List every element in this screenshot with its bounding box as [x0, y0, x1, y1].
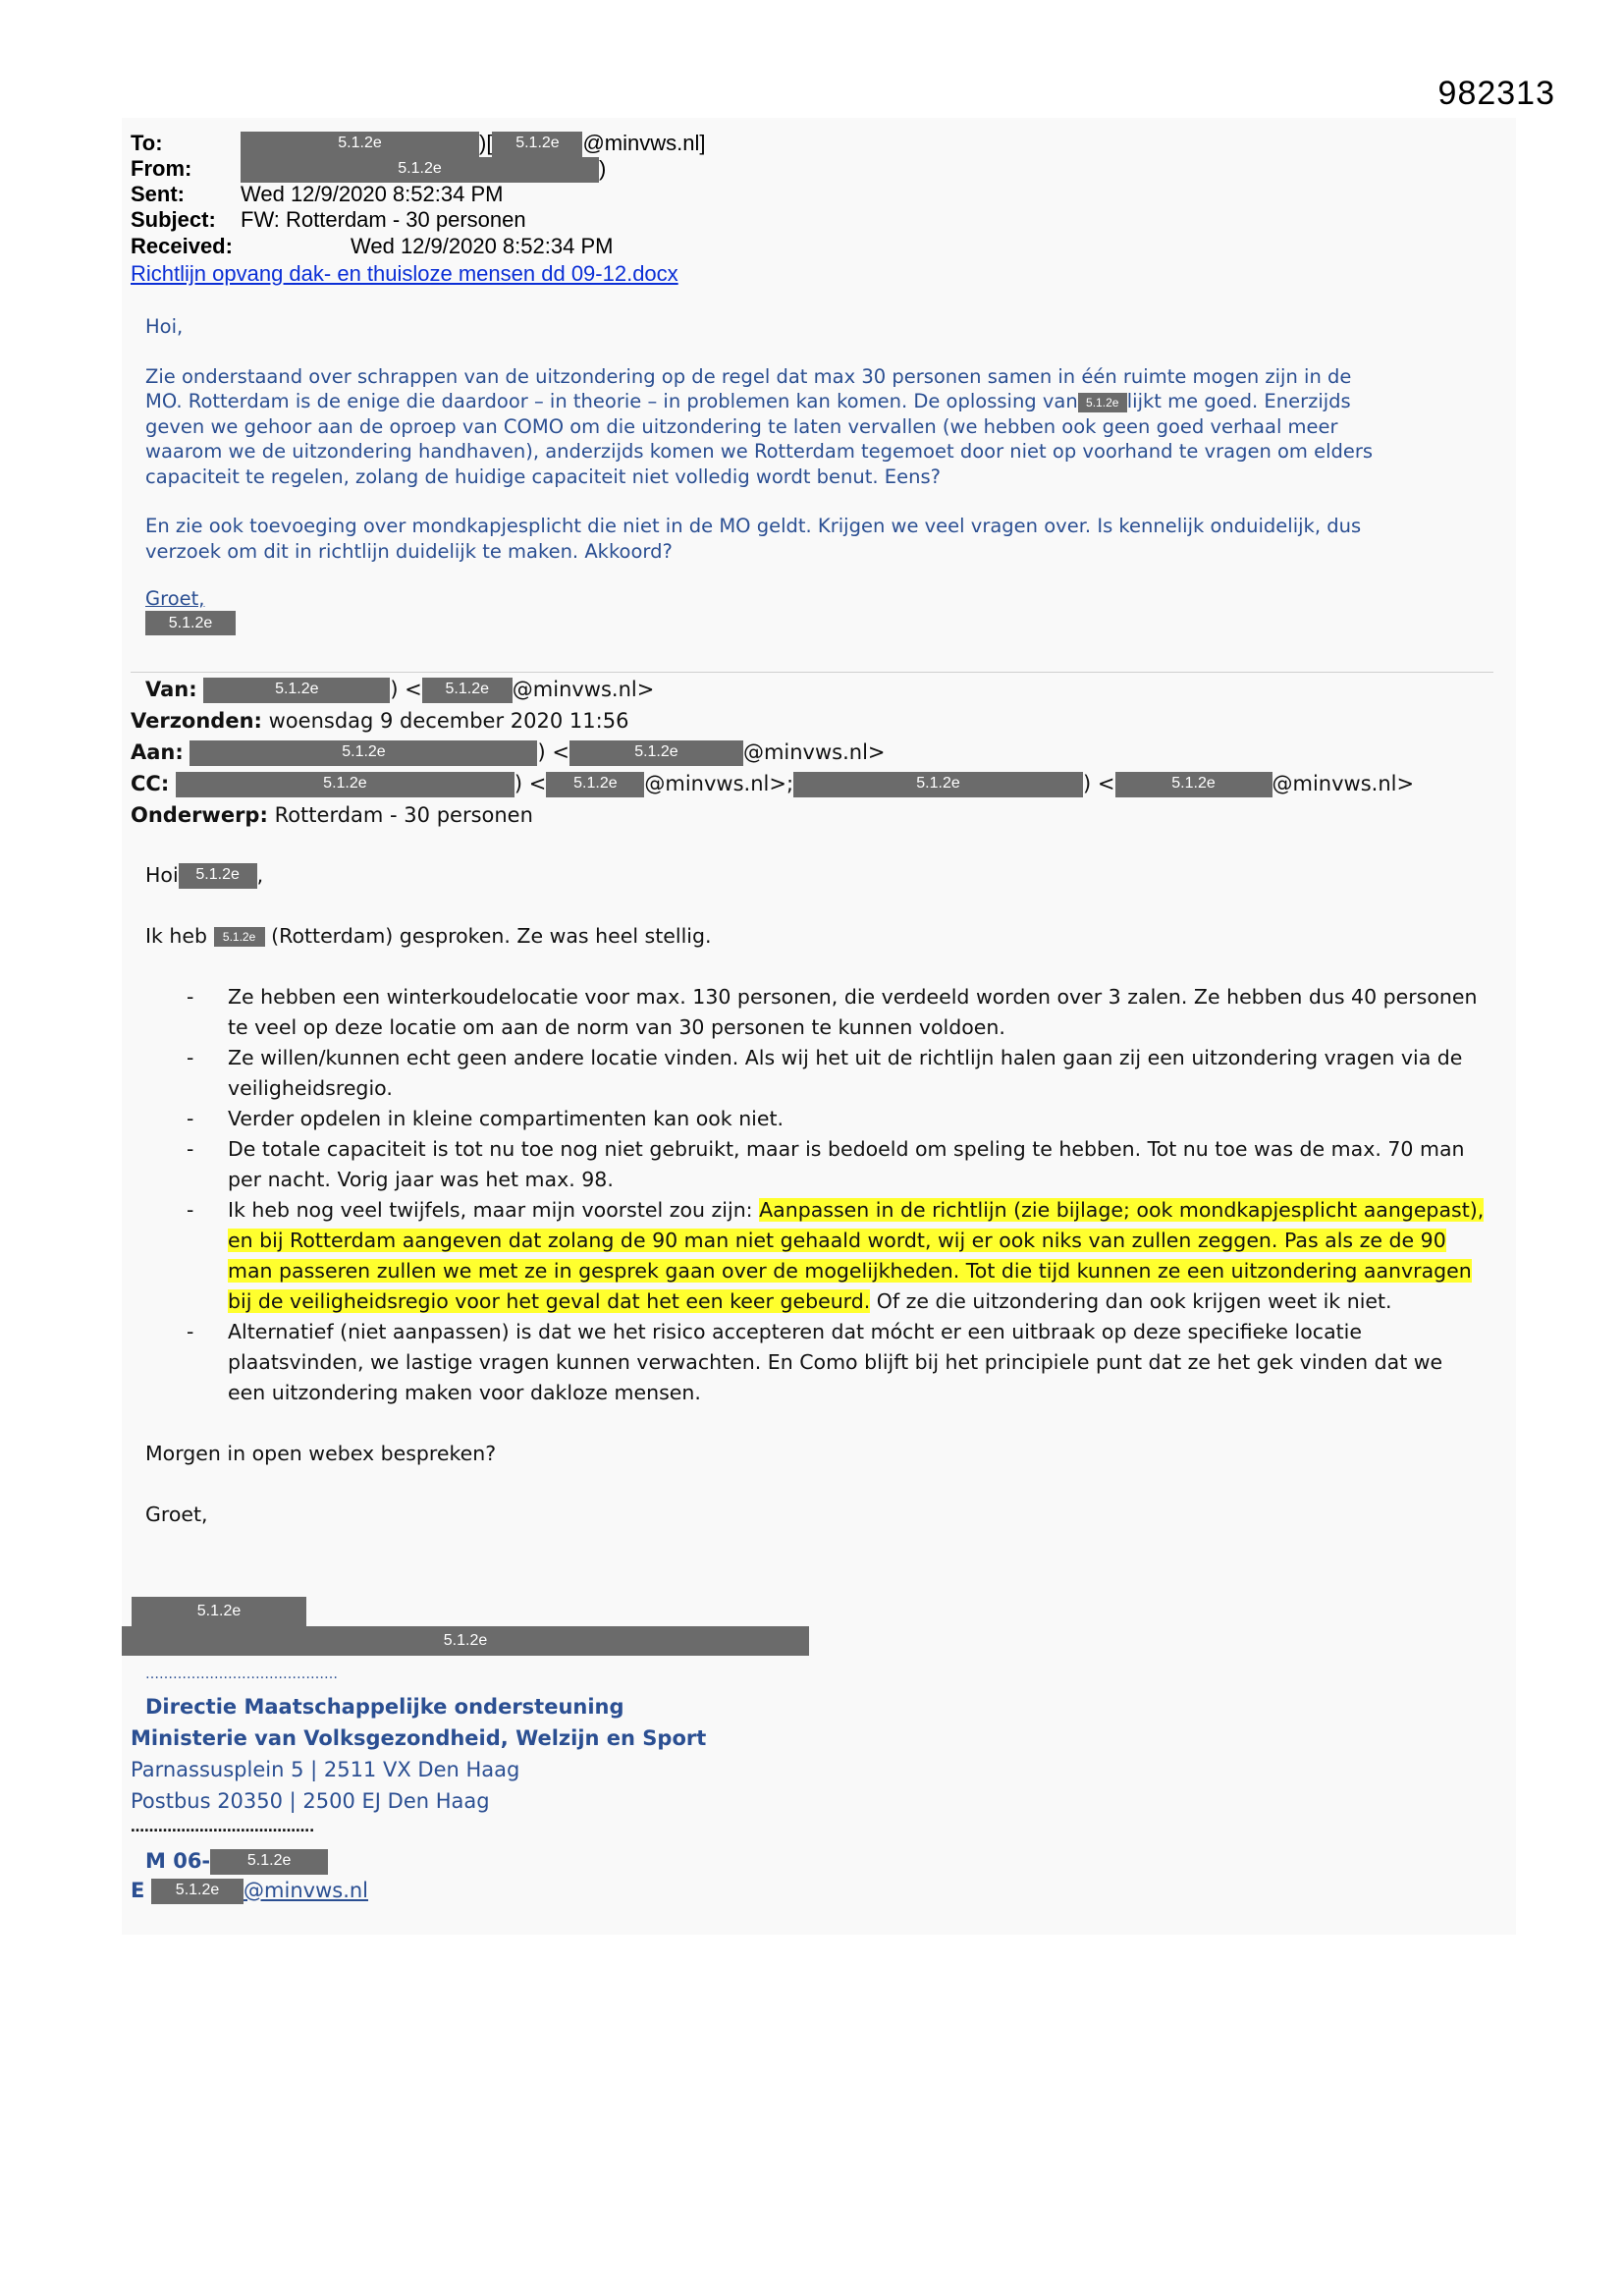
redaction-block: 5.1.2e — [145, 611, 236, 635]
subject-value: FW: Rotterdam - 30 personen — [241, 207, 526, 232]
redaction-block: 5.1.2e — [793, 772, 1083, 797]
redaction-block: 5.1.2e — [1078, 393, 1127, 412]
signature-dots-top: …………………………………… — [145, 1667, 338, 1682]
received-row — [131, 234, 613, 259]
cc-row: CC: 5.1.2e ) < 5.1.2e @minvws.nl>; 5.1.2e ) < 5.1.2e @minvws.nl> — [131, 772, 1415, 795]
email-link[interactable]: @minvws.nl — [244, 1879, 369, 1902]
signature-address-1: Parnassusplein 5 | 2511 VX Den Haag — [131, 1758, 520, 1781]
redaction-block: 5.1.2e — [241, 157, 599, 183]
signature-ministry: Ministerie van Volksgezondheid, Welzijn en Sport — [131, 1726, 707, 1750]
redaction-block: 5.1.2e — [1115, 772, 1272, 797]
list-item: - Ze hebben een winterkoudelocatie voor max. 130 personen, die verdeeld worden over 3 zalen. Ze hebben dus 40 personen te veel op deze locatie om aan de norm van 30 personen te kunnen voldoen. — [228, 982, 1485, 1043]
list-item: - Verder opdelen in kleine compartimenten kan ook niet. — [228, 1104, 1485, 1134]
redaction-block: 5.1.2e — [189, 740, 537, 766]
sent-label: Sent: — [131, 182, 185, 206]
redaction-block: 5.1.2e — [492, 132, 582, 157]
attachment-link[interactable]: Richtlijn opvang dak- en thuisloze mensen dd 09-12.docx — [131, 261, 678, 286]
message-separator — [131, 672, 1493, 673]
signature-mobile: M 06- 5.1.2e — [145, 1845, 328, 1877]
verzonden-row: Verzonden: woensdag 9 december 2020 11:56 — [131, 709, 629, 733]
sent-value: Wed 12/9/2020 8:52:34 PM — [241, 182, 504, 206]
onderwerp-row: Onderwerp: Rotterdam - 30 personen — [131, 803, 533, 827]
redaction-block: 5.1.2e — [422, 678, 513, 703]
list-item: - Alternatief (niet aanpassen) is dat we het risico accepteren dat mócht er een uitbraak op deze specifieke locatie plaatsvinden, we lastige vragen kunnen verwachten. En Como blijft bij het principiele punt dat ze het gek vinden dat we een uitzondering maken voor dakloze mensen. — [228, 1317, 1485, 1408]
document-number: 982313 — [1437, 75, 1555, 112]
signature-address-2: Postbus 20350 | 2500 EJ Den Haag — [131, 1789, 490, 1813]
redaction-block: 5.1.2e — [179, 863, 257, 889]
to-row: To: 5.1.2e )[ 5.1.2e @minvws.nl] — [131, 131, 705, 157]
to-label: To: — [131, 131, 163, 155]
sent-row — [131, 182, 503, 207]
signature-name-redaction: 5.1.2e — [132, 1597, 306, 1626]
message-closing: Groet, — [145, 1503, 208, 1526]
list-item: - Ik heb nog veel twijfels, maar mijn voorstel zou zijn: Aanpassen in de richtlijn (zie bijlage; ook mondkapjesplicht aangepast), en bij Rotterdam aangeven dat zolang de 90 man niet gehaald wordt, wij er ook niks van zullen zeggen. Pas als ze de 90 man passeren zullen we met ze in gesprek gaan over de mogelijkheden. Tot die tijd kunnen ze een uitzondering aanvragen bij de veiligheidsregio voor het geval dat het een keer gebeurd. Of ze die uitzondering dan ook krijgen weet ik niet. — [228, 1195, 1485, 1317]
redaction-block: 5.1.2e — [241, 132, 479, 157]
from-label: From: — [131, 156, 192, 181]
signature-email: E 5.1.2e @minvws.nl — [131, 1879, 369, 1902]
redaction-block: 5.1.2e — [210, 1849, 328, 1875]
aan-row: Aan: 5.1.2e ) < 5.1.2e @minvws.nl> — [131, 740, 886, 764]
redaction-block: 5.1.2e — [151, 1879, 244, 1904]
van-row: Van: 5.1.2e ) < 5.1.2e @minvws.nl> — [145, 678, 655, 701]
bullet-list — [228, 982, 1485, 1408]
redaction-block: 5.1.2e — [546, 772, 644, 797]
subject-label: Subject: — [131, 207, 216, 232]
subject-row — [131, 207, 526, 233]
reply-closing: Groet, — [145, 587, 205, 610]
proposal-line: Morgen in open webex bespreken? — [145, 1442, 497, 1465]
list-item: - Ze willen/kunnen echt geen andere locatie vinden. Als wij het uit de richtlijn halen gaan zij een uitzondering vragen via de veiligheidsregio. — [228, 1043, 1485, 1104]
list-item: - De totale capaciteit is tot nu toe nog niet gebruikt, maar is bedoeld om speling te hebben. Tot nu toe was de max. 70 man per nacht. Vorig jaar was het max. 98. — [228, 1134, 1485, 1195]
attachment-row[interactable] — [131, 261, 678, 287]
redaction-block: 5.1.2e — [569, 740, 743, 766]
redaction-block: 5.1.2e — [176, 772, 514, 797]
signature-dots-bottom: …………………………………. — [131, 1820, 315, 1835]
reply-message: Hoi, Zie onderstaand over schrappen van de uitzondering op de regel dat max 30 personen samen in één ruimte mogen zijn in de MO. Rotterdam is de enige die daardoor – in theorie – in problemen kan komen. De oplossing van 5.1.2e lijkt me goed. Enerzijds geven we gehoor aan de oproep van COMO om die uitzondering te laten vervallen (we hebben ook geen goed verhaal meer waarom we de uitzondering handhaven), anderzijds komen we Rotterdam tegemoet door niet op voorhand te vragen om elders capaciteit te regelen, zolang de huidige capaciteit niet volledig wordt benut. Eens? En zie ook toevoeging over mondkapjesplicht die niet in de MO geldt. Krijgen we veel vragen over. Is kennelijk onduidelijk, dus verzoek om dit in richtlijn duidelijk te maken. Akkoord? Groet, 5.1.2e — [145, 314, 1500, 635]
signature-department: Directie Maatschappelijke ondersteuning — [145, 1695, 624, 1719]
redaction-block: 5.1.2e — [203, 678, 390, 703]
received-value: Wed 12/9/2020 8:52:34 PM — [351, 234, 614, 258]
received-label: Received: — [131, 234, 233, 258]
original-message: Hoi 5.1.2e , Ik heb 5.1.2e (Rotterdam) gesproken. Ze was heel stellig. - Ze hebben een winterkoudelocatie voor max. 130 personen, die verdeeld worden over 3 zalen. Ze hebben dus 40 personen te veel op deze locatie om aan de norm van 30 personen te kunnen voldoen. - Ze willen/kunnen echt geen andere locatie vinden. Als wij het uit de richtlijn halen gaan zij een uitzondering vragen via de veiligheidsregio. - Verder opdelen in kleine compartimenten kan ook niet. - De totale capaciteit is tot nu toe nog niet gebruikt, maar is bedoeld om speling te hebben. Tot nu toe was de max. 70 man per nacht. Vorig jaar was het max. 98. - Ik heb nog veel twijfels, maar mijn voorstel zou zijn: Aanpassen in de richtlijn (zie bijlage; ook mondkapjesplicht aangepast), en bij Rotterdam aangeven dat zolang de 90 man niet gehaald wordt, wij er ook niks van zullen zeggen. Pas als ze de 90 man passeren zullen we met ze in gesprek gaan over de mogelijkheden. Tot die tijd kunnen ze een uitzondering aanvragen bij de veiligheidsregio voor het geval dat het een keer gebeurd. Of ze die uitzondering dan ook krijgen weet ik niet. - Alternatief (niet aanpassen) is dat we het risico accepteren dat mócht er een uitbraak op deze specifieke locatie plaatsvinden, we lastige vragen kunnen verwachten. En Como blijft bij het principiele punt dat ze het gek vinden dat we een uitzondering maken voor dakloze mensen. Morgen in open webex bespreken? Groet, — [145, 860, 1500, 1530]
signature-title-redaction: 5.1.2e — [122, 1626, 809, 1656]
reply-greeting: Hoi, — [145, 315, 184, 338]
highlighted-text: Aanpassen in de richtlijn (zie bijlage; ook mondkapjesplicht aangepast), en bij Rotterdam aangeven dat zolang de 90 man niet gehaald wordt, wij er ook niks van zullen zeggen. Pas als ze de 90 man passeren zullen we met ze in gesprek gaan over de mogelijkheden. Tot die tijd kunnen ze een uitzondering aanvragen bij de veiligheidsregio voor het geval dat het een keer gebeurd. — [228, 1198, 1485, 1313]
redaction-block: 5.1.2e — [214, 927, 265, 947]
from-row: From: 5.1.2e ) — [131, 156, 606, 183]
